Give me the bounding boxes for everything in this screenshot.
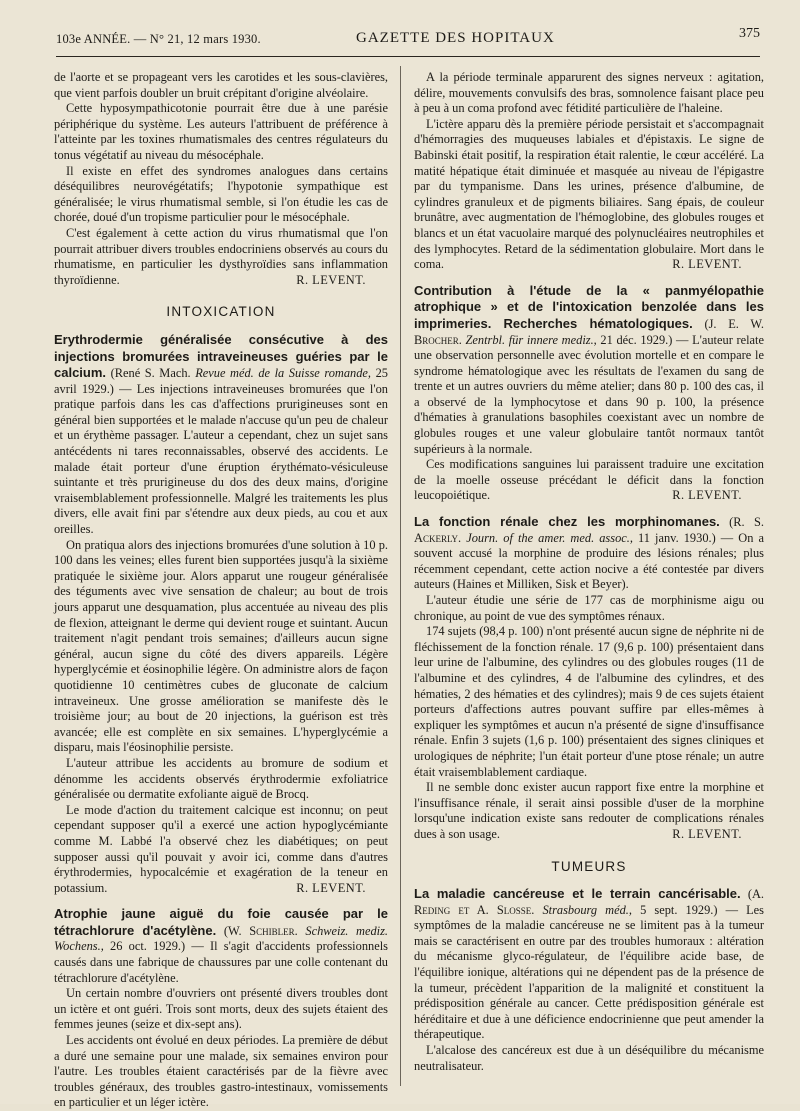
article-panmyelopathie — [414, 283, 764, 458]
paragraph-text: Il s'agit d'accidents professionnels causés dans une fabrique de chaussures par une colle contenant du tétrachlorure d'acétylène. — [54, 939, 388, 985]
article-erythrodermie — [54, 332, 388, 538]
article-title: Atrophie jaune aiguë du foie causée par le tétrachlorure d'acétylène. — [54, 906, 388, 938]
article-title: La maladie cancéreuse et le terrain cancérisable. — [414, 886, 741, 902]
spacer — [414, 504, 764, 514]
article-author: (W. Schibler. — [223, 923, 298, 938]
paragraph — [54, 803, 388, 897]
paragraph-text: On a souvent accusé la morphine de produire des lésions rénales; plus récemment cependant, cette action nocive a été contestée par divers auteurs (Haines et Milliken, Sisk et Beyer). — [414, 530, 764, 592]
right-column — [414, 70, 764, 1088]
article-author: (René S. Mach. — [110, 366, 191, 381]
paragraph-text: Les injections intraveineuses bromurées que l'on pratique parfois dans les cas d'affections prurigineuses sont en général bien supportées et le malade n'accuse qu'un peu de chaleur et un érythème passager. L'auteur a cependant, chez un sujet sans antécédents ni tares reconnaissables, observé des accidents. Le malade était porteur d'une éruption érythémato-vésiculeuse suintante et très prurigineuse du dos des deux mains, d'origine vraisemblablement professionnelle. Malgré les traitements les plus divers, elle avait fini par s'étendre aux deux pieds, au cou et aux oreilles. — [54, 381, 388, 537]
article-journal: Schweiz. mediz. Wochens., — [54, 923, 389, 954]
paragraph: Les accidents ont évolué en deux périodes. La première de début a duré une semaine pour une malade, six semaines environ pour l'autre. Les troubles étaient caractérisés par de la fièvre avec troubles généraux, des troubles gastro-intestinaux, vomissements en particulier et un léger ictère. — [54, 1033, 388, 1110]
paragraph: de l'aorte et se propageant vers les carotides et les sous-clavières, que vient parfois doubler un bruit crépitant d'origine alvéolaire. — [54, 70, 388, 100]
paragraph: On pratiqua alors des injections bromurées d'une solution à 10 p. 100 dans les veines; elles furent bien supportées jusqu'à la sixième pratiquée le sixième jour. Alors apparut une rougeur généralisée des téguments avec vive sensation de chaleur; au bout de trois jours apparut une desquamation, plus accentuée au niveau des plis de flexion, atteignant le derme qui devient rouge et suintant. Aucun traitement n'agit pendant trois semaines; d'ailleurs aucun signe général, aucun signe du côté des divers appareils. Légère hyperglycémie et éosinophilie légère. On administre alors de façon quotidienne 10 centimètres cubes de gluconate de calcium intraveineux. Une grosse amélioration se manifeste dès le troisième jour; au bout de 20 injections, la guérison est très avancée; elle est complète en six semaines. L'hyperglycémie a disparu, mais l'éosinophilie persiste. — [54, 537, 388, 755]
paragraph-text: C'est également à cette action du virus rhumatismal que l'on pourrait attribuer divers troubles endocriniens observés au cours du rhumatisme, en particulier les dysthyroïdies sans inflammation thyroïdienne. — [54, 225, 388, 287]
article-atrophie — [54, 906, 388, 986]
article-date: 25 avril 1929.) — — [54, 366, 388, 396]
paragraph — [414, 780, 764, 842]
paragraph-text: Le mode d'action du traitement calcique est inconnu; on peut cependant supposer qu'il a exercé une action hypoglycémiante comme M. Labbé l'a observé chez les diabétiques; on peut supposer aussi qu'il pouvait y avoir ici, comme dans d'autres érythrodermies, hypocalcémie et exagération de la teneur en potassium. — [54, 802, 388, 895]
paragraph: Cette hyposympathicotonie pourrait être due à une parésie périphérique du système. Les auteurs l'attribuent de préférence à l'atteinte par les toxines rhumatismales des centres régulateurs du tonus végétatif au niveau du mésocéphale. — [54, 101, 388, 162]
author-signature: R. LEVENT. — [672, 488, 742, 503]
page-number: 375 — [739, 26, 760, 41]
paragraph-text: Les symptômes de la maladie cancéreuse ne se limitent pas à la tumeur mais se caractérisent en outre par des troubles humoraux : altération du mécanisme glyco-régulateur, de l'équilibre acide base, de l'équilibre ionique, altérations qui ne dépendent pas de la présence de la tumeur, précèdent l'apparition de la malignité et constituent la prédisposition générale au cancer. Cette prédisposition générale est héréditaire et due à une déficience endocrinienne que peut amender la thérapeutique. — [414, 902, 764, 1042]
paragraph: Un certain nombre d'ouvriers ont présenté divers troubles dont un ictère et ont guéri. Trois sont morts, deux des sujets étaient des femmes jeunes (seize et dix-sept ans). — [54, 986, 388, 1032]
article-journal: Strasbourg méd., — [542, 902, 632, 917]
article-maladie-cancereuse — [414, 886, 764, 1043]
paragraph-text: Ces modifications sanguines lui paraissent traduire une excitation de la moelle osseuse précédant le déficit dans la fonction leucopoiétique. — [414, 457, 764, 503]
paragraph: L'alcalose des cancéreux est due à un déséquilibre du mécanisme neutralisateur. — [414, 1043, 764, 1073]
author-signature: R. LEVENT. — [296, 880, 366, 895]
author-signature: R. LEVENT. — [672, 826, 742, 841]
article-date: 5 sept. 1929.) — — [640, 902, 738, 917]
article-date: 21 déc. 1929.) — — [600, 332, 689, 347]
author-signature: R. LEVENT. — [296, 272, 366, 287]
column-divider — [400, 66, 401, 1086]
paragraph-text: L'ictère apparu dès la première période persistait et s'accompagnait d'hémorragies des muqueuses labiales et d'épistaxis. Le signe de Babinski était positif, la respiration était ralentie, le cœur accéléré. La matité hépatique était diminuée et masquée au niveau de l'épigastre par du tympanisme. Dans les urines, présence d'albumine, de cylindres granuleux et de pigments biliaires. Sang épais, de couleur brunâtre, avec augmentation de l'hémoglobine, des globules rouges et blancs et un état vacuolaire marqué des polynucléaires neutrophiles et des lymphocytes. Retard de la sédimentation globulaire. Mort dans le coma. — [414, 116, 764, 272]
paragraph-text: Il ne semble donc exister aucun rapport fixe entre la morphine et l'insuffisance rénale, il serait ainsi possible d'user de la morphine lorsqu'une indication existe sans redouter de complications rénales dues à son usage. — [414, 780, 764, 841]
article-fonction-renale — [414, 514, 764, 593]
article-date: 11 janv. 1930.) — — [638, 530, 734, 545]
article-title: Erythrodermie généralisée consécutive à des injections bromurées intraveineuses guéries par le calcium. — [54, 331, 388, 381]
issue-info: 103e ANNÉE. — N° 21, 12 mars 1930. — [56, 32, 261, 46]
paragraph — [54, 226, 388, 288]
spacer — [414, 273, 764, 283]
paragraph — [414, 117, 764, 273]
paragraph-text: L'auteur relate une observation personnelle avec évolution mortelle et en compare le syndrome hématologique avec les résultats de l'examen du sang de trente et un autres ouvriers du même atelier; dans 80 p. 100 des cas, il a observé de la lymphocytose et dans 90 p. 100, la présence d'hématies à granulations basophiles coexistant avec un nombre de globules rouges et une valeur globulaire tantôt normaux tantôt supérieurs à la normale. — [414, 332, 764, 456]
article-title: Contribution à l'étude de la « panmyélopathie atrophique » et de l'intoxication benzolée dans les imprimeries. Recherches hématologiques. — [414, 282, 764, 331]
article-journal: Zentrbl. für innere mediz., — [465, 332, 597, 347]
paragraph: Il existe en effet des syndromes analogues dans certains déséquilibres neurovégétatifs; l'hypotonie sympathique est généralisée; le virus rhumatismal semble, si l'on étudie les cas de chorée, doué d'un tropisme particulier pour le mésocéphale. — [54, 163, 388, 225]
left-column — [54, 70, 389, 1110]
header-rule — [56, 56, 760, 57]
page-header — [56, 26, 760, 52]
author-signature: R. LEVENT. — [672, 257, 742, 272]
paragraph: 174 sujets (98,4 p. 100) n'ont présenté aucun signe de néphrite ni de fléchissement de la fonction rénale. 17 (9,6 p. 100) présentaient dans leur urine de l'albumine, des cylindres ou des globules rouges (11 de l'albumine et des cylindres, 4 de l'albumine des cylindres, et des hématies, 2 des hématies et des cylindres); mais 9 de ces sujets étaient porteurs d'affections autres pouvant suffire par elles-mêmes à expliquer les symptômes et aucun n'a présenté de signe d'insuffisance rénale. Enfin 3 sujets (1,6 p. 100) présentaient des signes cliniques et urologiques de néphrite; l'un était porteur d'une ptose rénale; un autre était vraisemblablement cardiaque. — [414, 624, 764, 779]
section-title-intoxication: INTOXICATION — [166, 304, 276, 320]
article-journal: Journ. of the amer. med. assoc., — [466, 530, 633, 545]
article-author: (A. Reding et A. Slosse. — [414, 887, 764, 917]
article-title: La fonction rénale chez les morphinomanes. — [414, 514, 720, 530]
section-title-tumeurs: TUMEURS — [551, 858, 627, 874]
paragraph: L'auteur attribue les accidents au bromure de sodium et dénomme les accidents observés érythrodermie exfoliatrice généralisée ou dermatite exfoliante aiguë de Brocq. — [54, 755, 388, 802]
article-journal: Revue méd. de la Suisse romande, — [195, 366, 372, 381]
journal-title: GAZETTE DES HOPITAUX — [356, 30, 555, 46]
article-date: 26 oct. 1929.) — — [110, 939, 204, 954]
paragraph: A la période terminale apparurent des signes nerveux : agitation, délire, mouvements convulsifs des bras, somnolence faisant place peu à peu à un coma profond avec fétidité particulière de l'haleine. — [414, 70, 764, 116]
paragraph: L'auteur étudie une série de 177 cas de morphinisme aigu ou chronique, au point de vue des symptômes rénaux. — [414, 593, 764, 623]
article-author: (R. S. Ackerly. — [414, 515, 764, 545]
paragraph — [414, 457, 764, 504]
article-author: (J. E. W. Brocher. — [414, 316, 764, 347]
spacer — [54, 896, 388, 906]
